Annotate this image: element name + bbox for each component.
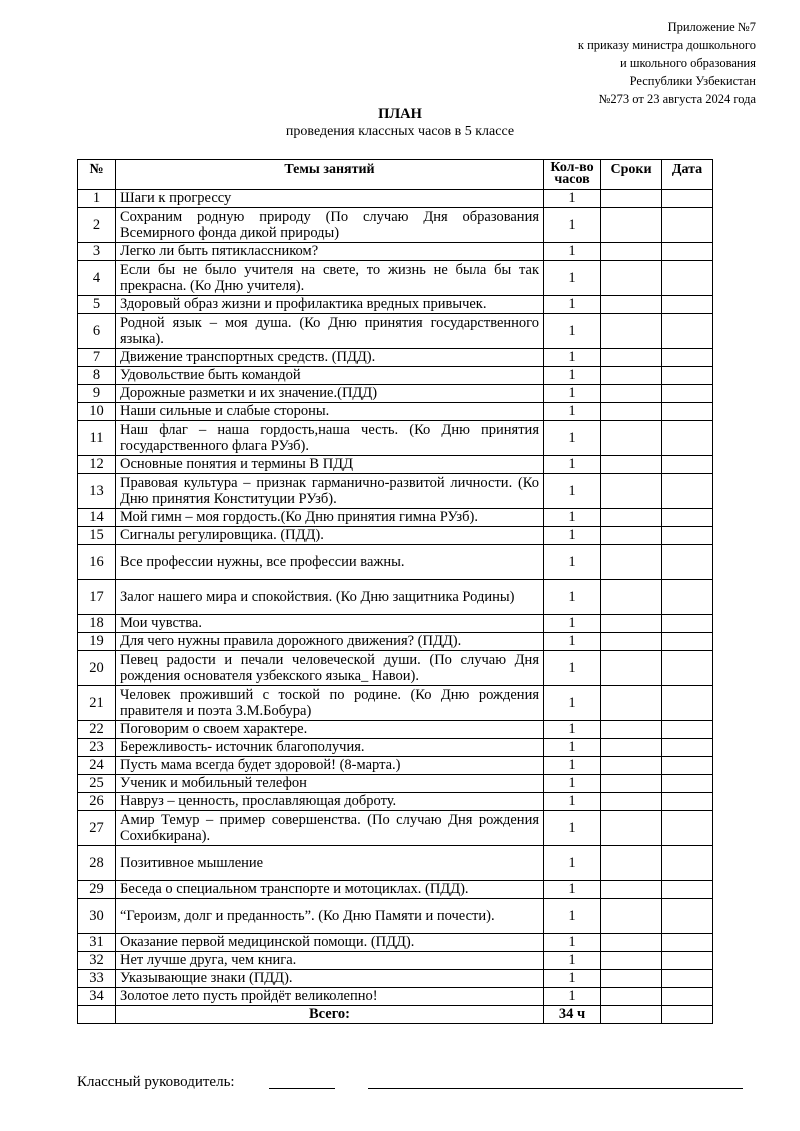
- row-date-cell: [662, 899, 713, 934]
- row-topic: Здоровый образ жизни и профилактика вредных привычек.: [116, 296, 544, 314]
- row-date-cell: [662, 474, 713, 509]
- row-date-cell: [662, 403, 713, 421]
- row-number: 5: [78, 296, 116, 314]
- row-date-cell: [662, 775, 713, 793]
- row-date-cell: [662, 367, 713, 385]
- row-date-cell: [662, 846, 713, 881]
- row-deadline-cell: [601, 988, 662, 1006]
- row-number: 13: [78, 474, 116, 509]
- row-date-cell: [662, 881, 713, 899]
- row-date-cell: [662, 208, 713, 243]
- row-hours: 1: [544, 934, 601, 952]
- row-number: 1: [78, 190, 116, 208]
- row-deadline-cell: [601, 651, 662, 686]
- document-title: ПЛАН: [378, 106, 422, 122]
- table-row: [78, 580, 713, 615]
- table-row: [78, 421, 713, 456]
- row-date-cell: [662, 793, 713, 811]
- row-deadline-cell: [601, 296, 662, 314]
- row-date-cell: [662, 952, 713, 970]
- table-row: [78, 190, 713, 208]
- total-date-cell: [662, 1006, 713, 1024]
- row-topic: Шаги к прогрессу: [116, 190, 544, 208]
- row-date-cell: [662, 970, 713, 988]
- total-num-cell: [78, 1006, 116, 1024]
- row-number: 14: [78, 509, 116, 527]
- row-number: 31: [78, 934, 116, 952]
- row-hours: 1: [544, 739, 601, 757]
- row-topic: Бережливость- источник благополучия.: [116, 739, 544, 757]
- row-deadline-cell: [601, 952, 662, 970]
- row-number: 33: [78, 970, 116, 988]
- row-deadline-cell: [601, 846, 662, 881]
- row-hours: 1: [544, 385, 601, 403]
- table-row: [78, 474, 713, 509]
- table-row: [78, 509, 713, 527]
- row-topic: Наши сильные и слабые стороны.: [116, 403, 544, 421]
- row-date-cell: [662, 421, 713, 456]
- row-deadline-cell: [601, 208, 662, 243]
- row-hours: 1: [544, 775, 601, 793]
- row-hours: 1: [544, 261, 601, 296]
- row-topic: Навруз – ценность, прославляющая доброту.: [116, 793, 544, 811]
- row-hours: 1: [544, 811, 601, 846]
- table-row: [78, 757, 713, 775]
- row-date-cell: [662, 349, 713, 367]
- table-row: [78, 243, 713, 261]
- row-deadline-cell: [601, 615, 662, 633]
- header-date: Дата: [662, 160, 713, 190]
- row-date-cell: [662, 527, 713, 545]
- row-hours: 1: [544, 403, 601, 421]
- table-row: [78, 545, 713, 580]
- row-date-cell: [662, 385, 713, 403]
- row-date-cell: [662, 651, 713, 686]
- row-deadline-cell: [601, 811, 662, 846]
- row-number: 30: [78, 899, 116, 934]
- row-topic: Ученик и мобильный телефон: [116, 775, 544, 793]
- row-date-cell: [662, 934, 713, 952]
- row-deadline-cell: [601, 367, 662, 385]
- row-number: 16: [78, 545, 116, 580]
- appendix-line: Приложение №7: [667, 20, 756, 34]
- header-hours: Кол-во часов: [544, 160, 601, 190]
- row-number: 28: [78, 846, 116, 881]
- row-date-cell: [662, 615, 713, 633]
- row-number: 25: [78, 775, 116, 793]
- row-topic: Основные понятия и термины В ПДД: [116, 456, 544, 474]
- row-deadline-cell: [601, 421, 662, 456]
- row-hours: 1: [544, 793, 601, 811]
- table-row: [78, 899, 713, 934]
- row-topic: Залог нашего мира и спокойствия. (Ко Дню защитника Родины): [116, 580, 544, 615]
- appendix-line: №273 от 23 августа 2024 года: [598, 92, 756, 106]
- row-number: 18: [78, 615, 116, 633]
- table-body: [78, 190, 713, 1006]
- row-date-cell: [662, 190, 713, 208]
- appendix-line: и школьного образования: [620, 56, 756, 70]
- plan-table: [77, 159, 713, 1024]
- table-row: [78, 811, 713, 846]
- row-hours: 1: [544, 757, 601, 775]
- row-topic: Человек проживший с тоской по родине. (Ко Дню рождения правителя и поэта З.М.Бобура): [116, 686, 544, 721]
- row-number: 29: [78, 881, 116, 899]
- table-row: [78, 349, 713, 367]
- row-deadline-cell: [601, 793, 662, 811]
- table-row: [78, 686, 713, 721]
- row-topic: Певец радости и печали человеческой души. (По случаю Дня рождения основателя узбекского языка_ Навои).: [116, 651, 544, 686]
- row-hours: 1: [544, 881, 601, 899]
- row-topic: Правовая культура – признак гарманично-развитой личности. (Ко Дню принятия Конституции РУзб).: [116, 474, 544, 509]
- row-hours: 1: [544, 367, 601, 385]
- row-number: 22: [78, 721, 116, 739]
- row-number: 23: [78, 739, 116, 757]
- row-deadline-cell: [601, 757, 662, 775]
- table-row: [78, 721, 713, 739]
- row-date-cell: [662, 261, 713, 296]
- row-hours: 1: [544, 243, 601, 261]
- row-deadline-cell: [601, 474, 662, 509]
- row-hours: 1: [544, 456, 601, 474]
- teacher-signature-label: Классный руководитель:: [77, 1074, 235, 1090]
- row-number: 34: [78, 988, 116, 1006]
- row-hours: 1: [544, 686, 601, 721]
- row-number: 8: [78, 367, 116, 385]
- row-hours: 1: [544, 615, 601, 633]
- row-hours: 1: [544, 474, 601, 509]
- row-topic: Оказание первой медицинской помощи. (ПДД).: [116, 934, 544, 952]
- table-row: [78, 367, 713, 385]
- row-topic: Амир Темур – пример совершенства. (По случаю Дня рождения Сохибкирана).: [116, 811, 544, 846]
- row-topic: Сохраним родную природу (По случаю Дня образования Всемирного фонда дикой природы): [116, 208, 544, 243]
- row-number: 17: [78, 580, 116, 615]
- row-topic: Наш флаг – наша гордость,наша честь. (Ко Дню принятия государственного флага РУзб).: [116, 421, 544, 456]
- row-deadline-cell: [601, 934, 662, 952]
- row-topic: Поговорим о своем характере.: [116, 721, 544, 739]
- row-deadline-cell: [601, 686, 662, 721]
- header-num: №: [78, 160, 116, 190]
- row-number: 19: [78, 633, 116, 651]
- row-deadline-cell: [601, 881, 662, 899]
- row-number: 12: [78, 456, 116, 474]
- row-deadline-cell: [601, 456, 662, 474]
- row-date-cell: [662, 721, 713, 739]
- row-number: 4: [78, 261, 116, 296]
- table-row: [78, 385, 713, 403]
- signature-line: [269, 1088, 335, 1089]
- table-row: [78, 527, 713, 545]
- row-number: 20: [78, 651, 116, 686]
- row-date-cell: [662, 580, 713, 615]
- row-hours: 1: [544, 846, 601, 881]
- row-topic: Нет лучше друга, чем книга.: [116, 952, 544, 970]
- document-subtitle: проведения классных часов в 5 классе: [285, 124, 515, 139]
- row-topic: Мои чувства.: [116, 615, 544, 633]
- row-topic: Если бы не было учителя на свете, то жизнь не была бы так прекрасна. (Ко Дню учителя).: [116, 261, 544, 296]
- row-topic: “Героизм, долг и преданность”. (Ко Дню Памяти и почести).: [116, 899, 544, 934]
- row-topic: Движение транспортных средств. (ПДД).: [116, 349, 544, 367]
- row-topic: Сигналы регулировщика. (ПДД).: [116, 527, 544, 545]
- row-hours: 1: [544, 421, 601, 456]
- table-row: [78, 952, 713, 970]
- table-row: [78, 314, 713, 349]
- row-topic: Позитивное мышление: [116, 846, 544, 881]
- row-deadline-cell: [601, 899, 662, 934]
- row-hours: 1: [544, 633, 601, 651]
- row-hours: 1: [544, 545, 601, 580]
- row-topic: Для чего нужны правила дорожного движения? (ПДД).: [116, 633, 544, 651]
- table-row: [78, 651, 713, 686]
- row-topic: Беседа о специальном транспорте и мотоциклах. (ПДД).: [116, 881, 544, 899]
- table-row: [78, 881, 713, 899]
- row-date-cell: [662, 456, 713, 474]
- table-row: [78, 846, 713, 881]
- row-deadline-cell: [601, 739, 662, 757]
- row-topic: Пусть мама всегда будет здоровой! (8-марта.): [116, 757, 544, 775]
- row-number: 32: [78, 952, 116, 970]
- row-hours: 1: [544, 190, 601, 208]
- total-label: Всего:: [116, 1006, 544, 1024]
- table-row: [78, 403, 713, 421]
- total-row: [78, 1006, 713, 1024]
- row-deadline-cell: [601, 970, 662, 988]
- row-hours: 1: [544, 651, 601, 686]
- row-topic: Родной язык – моя душа. (Ко Дню принятия государственного языка).: [116, 314, 544, 349]
- row-number: 24: [78, 757, 116, 775]
- row-topic: Указывающие знаки (ПДД).: [116, 970, 544, 988]
- row-date-cell: [662, 509, 713, 527]
- appendix-line: к приказу министра дошкольного: [577, 38, 756, 52]
- row-hours: 1: [544, 952, 601, 970]
- table-row: [78, 793, 713, 811]
- row-deadline-cell: [601, 580, 662, 615]
- row-deadline-cell: [601, 775, 662, 793]
- total-deadline-cell: [601, 1006, 662, 1024]
- row-number: 26: [78, 793, 116, 811]
- row-hours: 1: [544, 988, 601, 1006]
- total-hours: 34 ч: [544, 1006, 601, 1024]
- row-deadline-cell: [601, 527, 662, 545]
- row-hours: 1: [544, 970, 601, 988]
- row-deadline-cell: [601, 509, 662, 527]
- row-hours: 1: [544, 580, 601, 615]
- appendix-note: [496, 18, 756, 108]
- row-deadline-cell: [601, 190, 662, 208]
- name-line: [368, 1088, 743, 1089]
- table-row: [78, 775, 713, 793]
- row-topic: Дорожные разметки и их значение.(ПДД): [116, 385, 544, 403]
- row-date-cell: [662, 545, 713, 580]
- row-number: 21: [78, 686, 116, 721]
- row-date-cell: [662, 314, 713, 349]
- row-deadline-cell: [601, 545, 662, 580]
- table-row: [78, 970, 713, 988]
- row-hours: 1: [544, 527, 601, 545]
- row-number: 11: [78, 421, 116, 456]
- row-deadline-cell: [601, 349, 662, 367]
- row-number: 9: [78, 385, 116, 403]
- table-row: [78, 261, 713, 296]
- table-row: [78, 456, 713, 474]
- row-hours: 1: [544, 721, 601, 739]
- row-hours: 1: [544, 349, 601, 367]
- row-topic: Все профессии нужны, все профессии важны.: [116, 545, 544, 580]
- row-date-cell: [662, 988, 713, 1006]
- header-topic: Темы занятий: [116, 160, 544, 190]
- row-deadline-cell: [601, 314, 662, 349]
- row-date-cell: [662, 739, 713, 757]
- row-hours: 1: [544, 899, 601, 934]
- table-header-row: [78, 160, 713, 190]
- row-deadline-cell: [601, 243, 662, 261]
- row-number: 7: [78, 349, 116, 367]
- row-hours: 1: [544, 314, 601, 349]
- row-topic: Удовольствие быть командой: [116, 367, 544, 385]
- table-row: [78, 208, 713, 243]
- table-row: [78, 296, 713, 314]
- row-number: 6: [78, 314, 116, 349]
- row-number: 27: [78, 811, 116, 846]
- row-number: 15: [78, 527, 116, 545]
- row-date-cell: [662, 686, 713, 721]
- row-date-cell: [662, 633, 713, 651]
- table-row: [78, 988, 713, 1006]
- row-number: 2: [78, 208, 116, 243]
- row-date-cell: [662, 243, 713, 261]
- row-hours: 1: [544, 509, 601, 527]
- table-row: [78, 739, 713, 757]
- row-deadline-cell: [601, 385, 662, 403]
- row-deadline-cell: [601, 721, 662, 739]
- row-date-cell: [662, 757, 713, 775]
- row-deadline-cell: [601, 403, 662, 421]
- table-row: [78, 615, 713, 633]
- row-deadline-cell: [601, 261, 662, 296]
- row-hours: 1: [544, 208, 601, 243]
- header-deadline: Сроки: [601, 160, 662, 190]
- row-deadline-cell: [601, 633, 662, 651]
- row-date-cell: [662, 296, 713, 314]
- appendix-line: Республики Узбекистан: [629, 74, 756, 88]
- table-row: [78, 633, 713, 651]
- row-number: 10: [78, 403, 116, 421]
- table-row: [78, 934, 713, 952]
- row-topic: Золотое лето пусть пройдёт великолепно!: [116, 988, 544, 1006]
- row-date-cell: [662, 811, 713, 846]
- row-topic: Легко ли быть пятиклассником?: [116, 243, 544, 261]
- row-hours: 1: [544, 296, 601, 314]
- row-number: 3: [78, 243, 116, 261]
- row-topic: Мой гимн – моя гордость.(Ко Дню принятия гимна РУзб).: [116, 509, 544, 527]
